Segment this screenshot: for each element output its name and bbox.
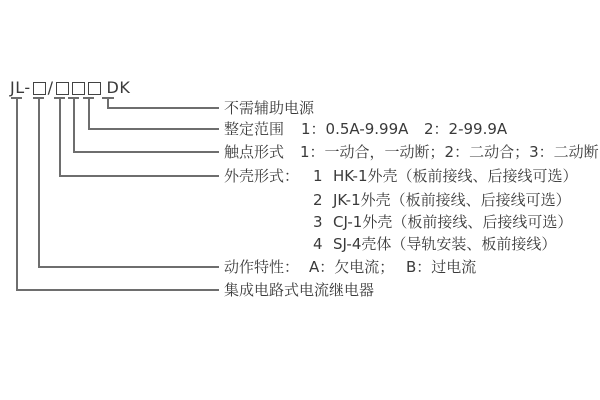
branch-hline-setting-range [88, 128, 219, 130]
branch-hline-action-char [38, 266, 219, 268]
setting-range-option-2: 2：2-99.9A [424, 120, 508, 138]
case-type-item-2-desc: JK-1外壳（板前接线、后接线可选） [333, 191, 571, 209]
placeholder-box-contact [72, 82, 85, 95]
model-suffix: DK [106, 78, 131, 97]
case-type-item-1-desc: HK-1外壳（板前接线、后接线可选） [333, 167, 578, 185]
case-type-term: 外壳形式： [224, 167, 300, 185]
case-type-item-4-desc: SJ-4壳体（导轨安装、板前接线） [333, 235, 557, 253]
action-char-option-a: A：欠电流； [309, 258, 395, 276]
branch-vline-setting-range [88, 97, 90, 129]
setting-range-term: 整定范围 [224, 120, 285, 138]
placeholder-box-range [88, 82, 101, 95]
branch-hline-product-name [16, 289, 219, 291]
branch-vline-product-name [16, 97, 18, 290]
case-type-item-4-num: 4 [313, 235, 323, 253]
case-type-item-1-num: 1 [313, 167, 323, 185]
model-separator: / [47, 78, 54, 97]
branch-vline-action-char [38, 97, 40, 267]
branch-hline-contact-form [73, 151, 219, 153]
product-name-text: 集成电路式电流继电器 [224, 281, 375, 299]
action-char-option-b: B：过电流 [406, 258, 477, 276]
placeholder-box-case [56, 82, 69, 95]
branch-hline-aux-power [107, 107, 219, 109]
case-type-item-2-num: 2 [313, 191, 323, 209]
contact-form-term: 触点形式 [224, 143, 285, 161]
action-char-term: 动作特性： [224, 258, 300, 276]
placeholder-box-action [33, 82, 46, 95]
label-aux-power-text: 不需辅助电源 [224, 99, 315, 117]
model-prefix: JL- [10, 78, 31, 97]
branch-hline-case-type [59, 175, 219, 177]
model-code [10, 78, 130, 96]
case-type-item-3-desc: CJ-1外壳（板前接线、后接线可选） [333, 213, 573, 231]
branch-vline-case-type [59, 97, 61, 176]
branch-vline-contact-form [73, 97, 75, 152]
setting-range-option-1: 1：0.5A-9.99A [301, 120, 409, 138]
case-type-item-3-num: 3 [313, 213, 323, 231]
contact-form-options: 1：一动合，一动断；2：二动合；3：二动断 [300, 143, 599, 161]
